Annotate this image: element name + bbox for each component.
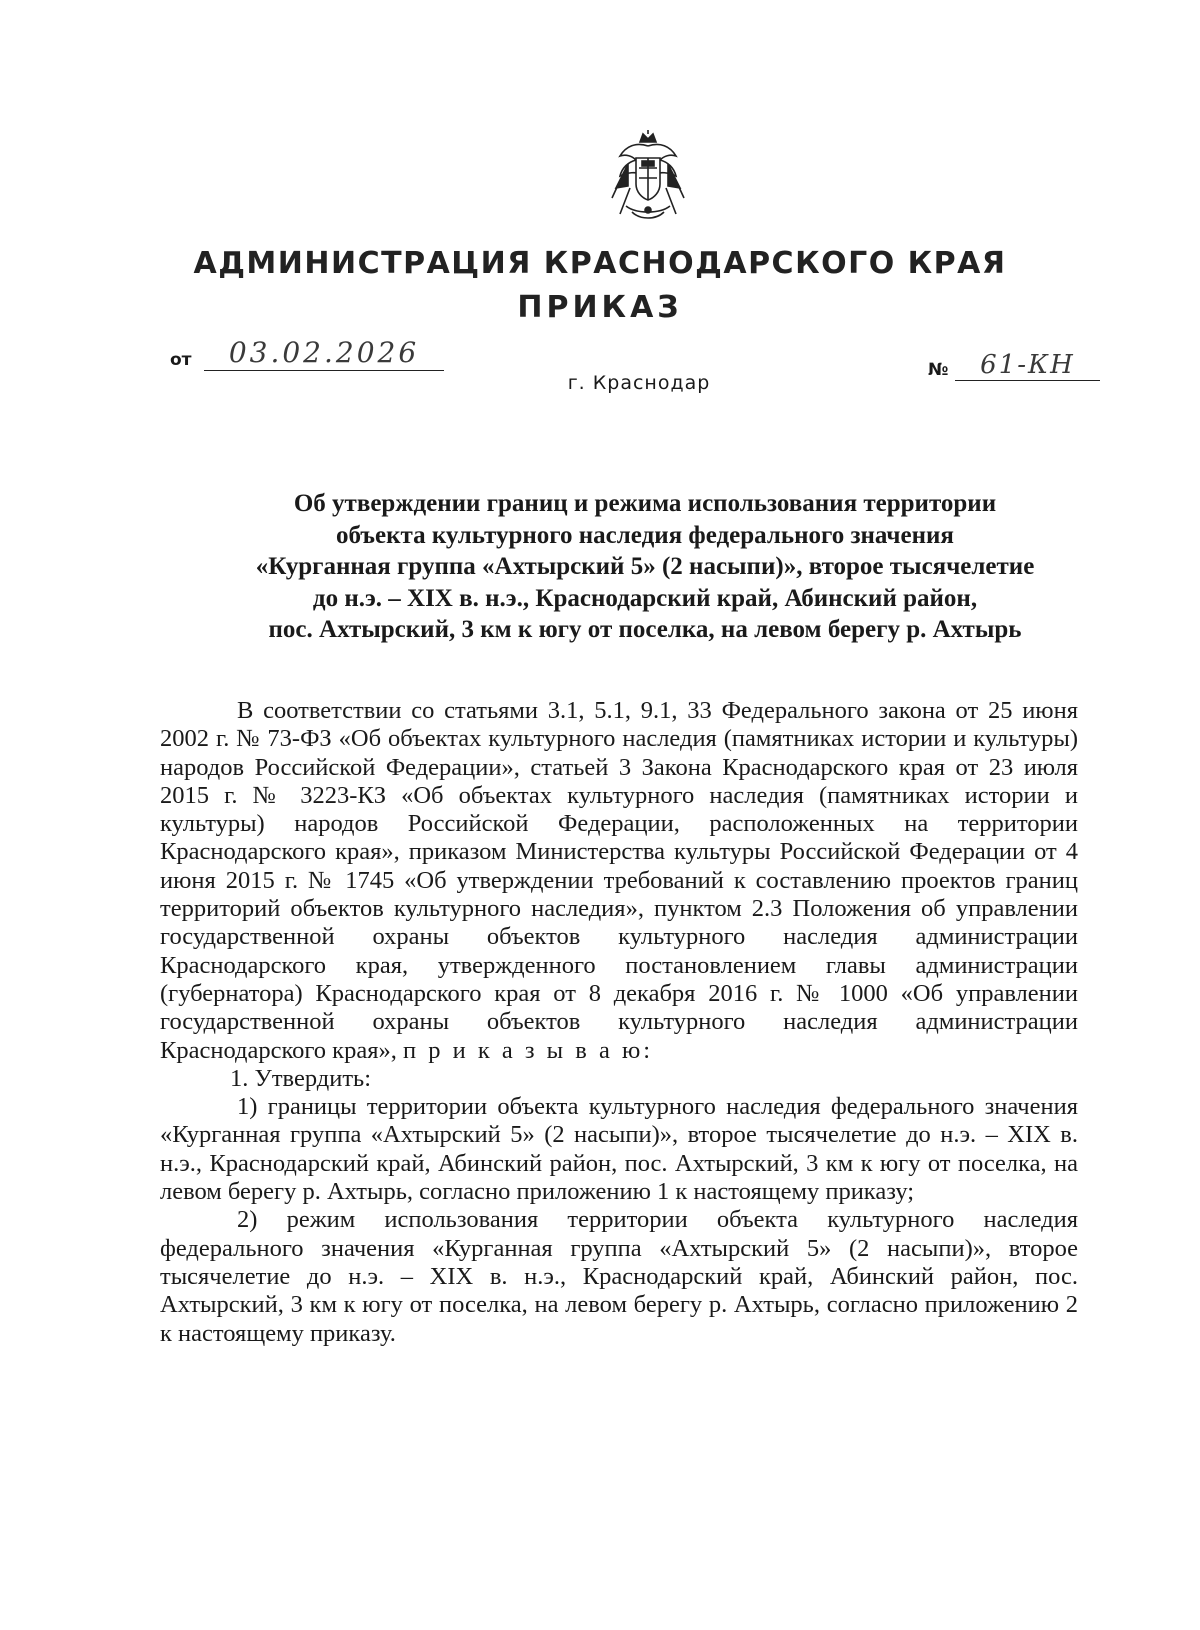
number-handwritten: 61-КН: [955, 350, 1100, 381]
document-subject: [120, 488, 1170, 646]
document-body: [160, 697, 1078, 1348]
subject-line: до н.э. – XIX в. н.э., Краснодарский край, Абинский район,: [312, 584, 978, 612]
subject-line: «Курганная группа «Ахтырский 5» (2 насыпи)», второе тысячелетие: [255, 553, 1035, 580]
preamble-text: В соответствии со статьями 3.1, 5.1, 9.1, 33 Федерального закона от 25 июня 2002 г. № 73-ФЗ «Об объектах культурного наследия (памятниках истории и культуры) народов Российской Федерации», статьей 3 Закона Краснодарского края от 23 июля 2015 г. № 3223-КЗ «Об объектах культурного наследия (памятниках истории и культуры) народов Российской Федерации, расположенных на территории Краснодарского края», приказом Министерства культуры Российской Федерации от 4 июня 2015 г. № 1745 «Об утверждении требований к составлению проектов границ территорий объектов культурного наследия», пунктом 2.3 Положения об управлении государственной охраны объектов культурного наследия администрации Краснодарского края, утвержденного постановлением главы администрации (губернатора) Краснодарского края от 8 декабря 2016 г. № 1000 «Об управлении государственной охраны объектов культурного наследия администрации Краснодарского края»,: [160, 697, 1078, 1064]
coat-of-arms-icon: [606, 128, 690, 224]
number-label: №: [928, 360, 949, 380]
date-label: от: [170, 350, 192, 370]
city-line: г. Краснодар: [567, 372, 711, 394]
subject-line: Об утверждении границ и режима использования территории: [293, 490, 997, 517]
resolve-word: п р и к а з ы в а ю:: [402, 1036, 654, 1064]
organization-title: АДМИНИСТРАЦИЯ КРАСНОДАРСКОГО КРАЯ: [193, 246, 1007, 281]
subject-line: объекта культурного наследия федерального значения: [336, 521, 954, 549]
item-1-2: 2) режим использования территории объекта культурного наследия федерального значения «Курганная группа «Ахтырский 5» (2 насыпи)», второе тысячелетие до н.э. – XIX в. н.э., Краснодарский край, Абинский район, пос. Ахтырский, 3 км к югу от поселка, на левом берегу р. Ахтырь, согласно приложению 2 к настоящему приказу.: [160, 1206, 1078, 1347]
preamble-paragraph: [160, 697, 1078, 1065]
item-1-heading: 1. Утвердить:: [230, 1064, 372, 1092]
date-handwritten: 03.02.2026: [204, 336, 444, 371]
subject-line: пос. Ахтырский, 3 км к югу от поселка, на левом берегу р. Ахтырь: [268, 616, 1022, 643]
document-type: ПРИКАЗ: [517, 290, 683, 325]
item-1-1: 1) границы территории объекта культурного наследия федерального значения «Курганная группа «Ахтырский 5» (2 насыпи)», второе тысячелетие до н.э. – XIX в. н.э., Краснодарский край, Абинский район, пос. Ахтырский, 3 км к югу от поселка, на левом берегу р. Ахтырь, согласно приложению 1 к настоящему приказу;: [160, 1093, 1078, 1206]
